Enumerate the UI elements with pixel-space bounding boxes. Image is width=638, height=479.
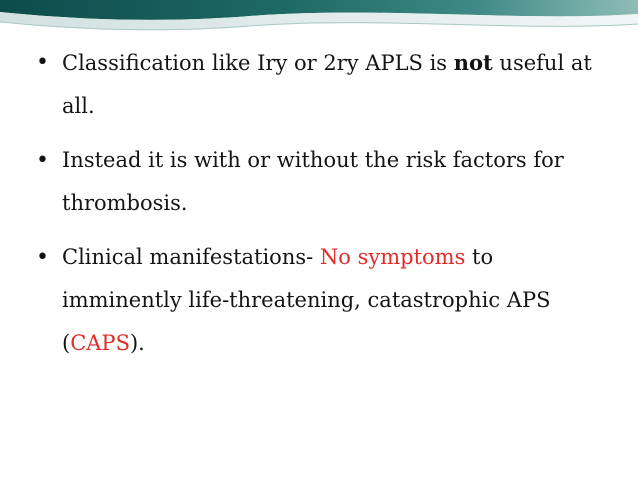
bullet-text-middle: to imminently life-threatening, catastrophic APS ( [62,245,551,355]
bullet-dot-icon: • [36,50,49,75]
top-banner-decoration [0,0,638,40]
bullet-text: Instead it is with or without the risk factors for thrombosis. [62,148,564,215]
bullet-text-end: ). [129,331,145,355]
highlight-caps: CAPS [70,331,130,355]
bullet-dot-icon: • [36,148,49,173]
bullet-item-risk-factors [36,139,611,225]
bullet-list [36,41,611,376]
bullet-text-end: useful at all. [62,51,592,118]
bullet-item-classification [36,41,611,128]
bullet-item-clinical-manifestations [36,236,611,365]
emphasis-text: not [453,50,493,75]
bullet-dot-icon: • [36,245,49,270]
bullet-text: Clinical manifestations- [62,245,320,269]
bullet-text: Classification like Iry or 2ry APLS is [62,51,454,75]
highlight-no-symptoms: No symptoms [319,245,466,269]
